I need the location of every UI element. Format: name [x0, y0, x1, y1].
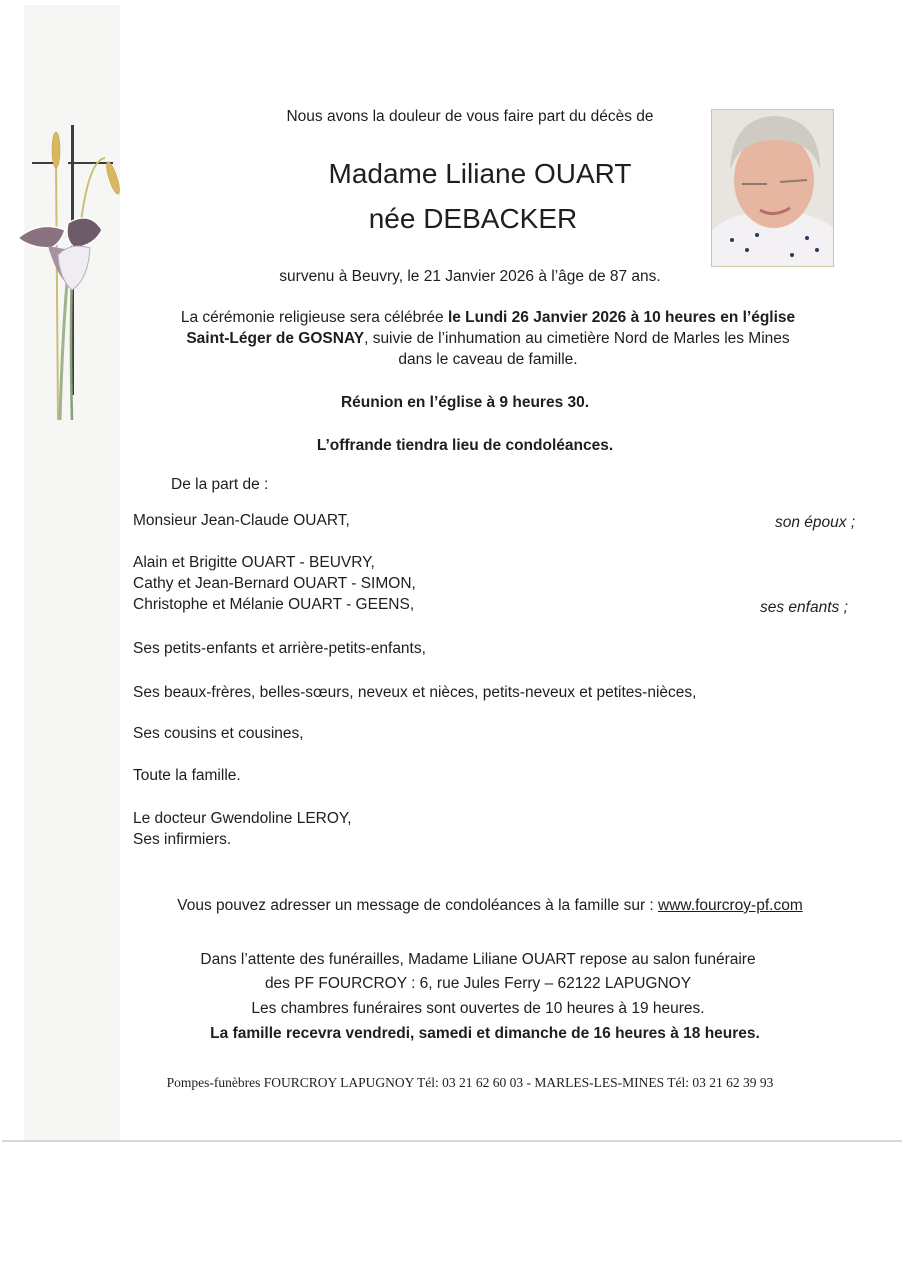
funeral-home-footer: Pompes-funèbres FOURCROY LAPUGNOY Tél: 03 21 62 60 03 - MARLES-LES-MINES Tél: 03 21 62 39 93 [166, 1075, 774, 1090]
death-info: survenu à Beuvry, le 21 Janvier 2026 à l’âge de 87 ans. [279, 268, 661, 285]
family-other-3: Ses cousins et cousines, [133, 725, 304, 742]
doctor-line: Le docteur Gwendoline LEROY, [133, 810, 352, 827]
spouse-relation: son époux ; [775, 514, 856, 531]
family-heading: De la part de : [171, 476, 269, 493]
portrait-photo [711, 109, 834, 267]
ceremony-date: le Lundi 26 Janvier 2026 à 10 heures en l’église [447, 309, 796, 326]
church-name: Saint-Léger de GOSNAY [186, 330, 365, 347]
condolences-text: Vous pouvez adresser un message de condoléances à la famille sur : [177, 897, 659, 914]
offrande-text: L’offrande tiendra lieu de condoléances. [316, 437, 614, 454]
child-3: Christophe et Mélanie OUART - GEENS, [133, 596, 415, 613]
cross-lily-wheat-illustration [10, 120, 130, 450]
burial-info: , suivie de l’inhumation au cimetière Nord de Marles les Mines [364, 330, 790, 347]
visitation-line-2: des PF FOURCROY : 6, rue Jules Ferry – 62122 LAPUGNOY [264, 975, 692, 992]
condolences-line [140, 896, 840, 916]
child-2: Cathy et Jean-Bernard OUART - SIMON, [133, 575, 416, 592]
spouse-name: Monsieur Jean-Claude OUART, [133, 512, 350, 529]
ceremony-line-3: dans le caveau de famille. [398, 351, 578, 368]
intro-text: Nous avons la douleur de vous faire part du décès de [286, 108, 654, 125]
lily-icon [18, 218, 102, 420]
maiden-name: née DEBACKER [368, 203, 578, 234]
children-relation: ses enfants ; [760, 599, 848, 616]
page-edge-divider [2, 1140, 902, 1142]
visitation-line-3: Les chambres funéraires sont ouvertes de 10 heures à 19 heures. [251, 1000, 705, 1017]
condolences-website-link[interactable]: www.fourcroy-pf.com [658, 897, 803, 914]
family-other-1: Ses petits-enfants et arrière-petits-enfants, [133, 640, 426, 657]
portrait-illustration [712, 110, 833, 266]
family-other-4: Toute la famille. [133, 767, 241, 784]
family-other-2: Ses beaux-frères, belles-sœurs, neveux et nièces, petits-neveux et petites-nièces, [133, 684, 697, 701]
visitation-line-4: La famille recevra vendredi, samedi et dimanche de 16 heures à 18 heures. [210, 1025, 760, 1042]
nurses-line: Ses infirmiers. [133, 831, 232, 848]
reunion-text: Réunion en l’église à 9 heures 30. [340, 394, 590, 411]
ceremony-line-2 [150, 329, 826, 349]
child-1: Alain et Brigitte OUART - BEUVRY, [133, 554, 375, 571]
ceremony-intro: La cérémonie religieuse sera célébrée [180, 309, 448, 326]
ceremony-line-1 [150, 308, 826, 328]
visitation-line-1: Dans l’attente des funérailles, Madame Liliane OUART repose au salon funéraire [200, 951, 756, 968]
deceased-name: Madame Liliane OUART [328, 158, 632, 189]
